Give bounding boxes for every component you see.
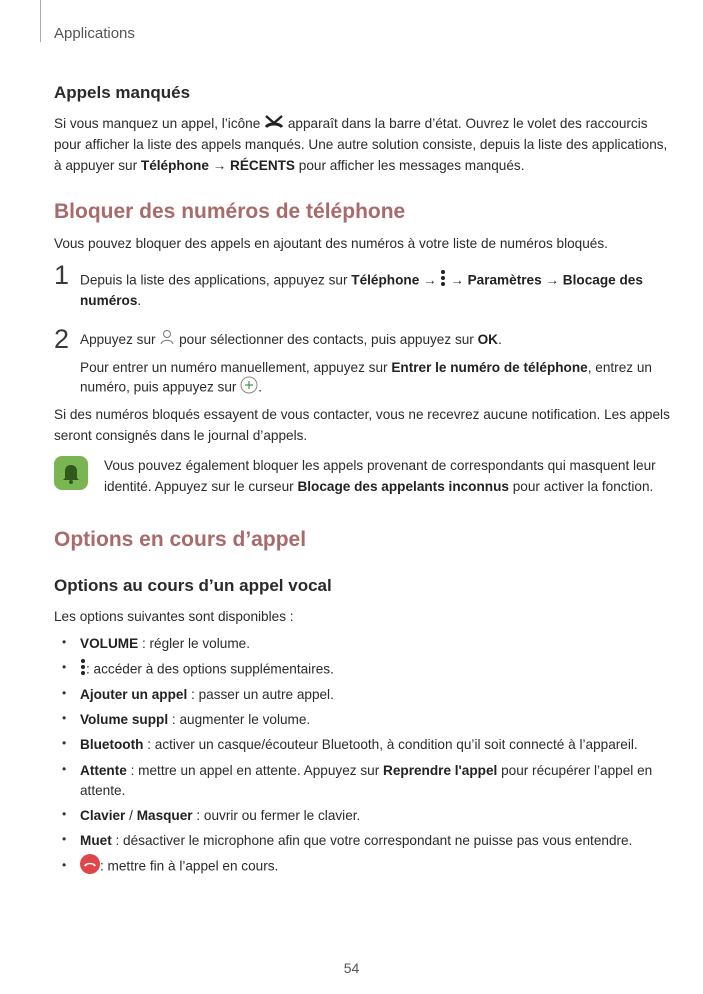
block-label: Blocage des bbox=[562, 272, 643, 288]
bullet: • bbox=[62, 711, 67, 725]
step-1-line2 bbox=[80, 290, 141, 311]
missed-call-icon bbox=[264, 113, 284, 135]
in-call-heading: Options en cours d’appel bbox=[54, 528, 307, 551]
keypad-label: Clavier bbox=[80, 808, 126, 823]
missed-calls-heading: Appels manqués bbox=[54, 83, 191, 102]
step-1-line1 bbox=[80, 269, 643, 293]
text: , entrez un bbox=[587, 360, 652, 375]
option-add-call bbox=[80, 684, 334, 705]
text: identité. Appuyez sur le curseur bbox=[104, 479, 294, 494]
bullet: • bbox=[62, 635, 67, 649]
bullet: • bbox=[62, 736, 67, 750]
option-bluetooth bbox=[80, 734, 638, 755]
option-hold bbox=[80, 760, 652, 781]
hold-label: Attente bbox=[80, 763, 127, 778]
voice-call-subheading: Options au cours d’un appel vocal bbox=[54, 576, 332, 595]
bullet: • bbox=[62, 858, 67, 872]
option-mute bbox=[80, 830, 632, 851]
text: Pour entrer un numéro manuellement, appuyez sur bbox=[80, 360, 388, 375]
separator: / bbox=[125, 808, 137, 823]
step-2-number: 2 bbox=[54, 324, 70, 354]
note-line1: Vous pouvez également bloquer les appels provenant de correspondants qui masquent leur bbox=[104, 458, 656, 473]
step-1-number: 1 bbox=[54, 260, 70, 290]
option-end-call bbox=[80, 854, 278, 880]
add-call-label: Ajouter un appel bbox=[80, 687, 188, 702]
unknown-callers-label: Blocage des appelants inconnus bbox=[297, 479, 509, 494]
bullet: • bbox=[62, 832, 67, 846]
text: : désactiver le microphone afin que votre correspondant ne puisse pas vous entendre. bbox=[115, 833, 633, 848]
missed-calls-line3 bbox=[54, 155, 524, 176]
recents-tab-label: RÉCENTS bbox=[230, 158, 296, 173]
step-2-line2 bbox=[80, 357, 652, 378]
missed-calls-line1 bbox=[54, 113, 648, 135]
bluetooth-label: Bluetooth bbox=[80, 737, 144, 752]
enter-number-label: Entrer le numéro de téléphone bbox=[391, 360, 588, 375]
page-number: 54 bbox=[343, 960, 360, 976]
phone-app-label: Téléphone bbox=[351, 272, 420, 288]
phone-app-label: Téléphone bbox=[140, 158, 209, 173]
arrow: → bbox=[545, 272, 560, 288]
arrow: → bbox=[450, 272, 464, 288]
bell-note-icon bbox=[54, 456, 88, 490]
text: pour sélectionner des contacts, puis appuyez sur bbox=[179, 332, 474, 347]
resume-call-label: Reprendre l'appel bbox=[383, 763, 498, 778]
bullet: • bbox=[62, 686, 67, 700]
option-more bbox=[80, 658, 334, 682]
text: . bbox=[137, 293, 142, 308]
section-header: Applications bbox=[54, 25, 135, 42]
text: Appuyez sur bbox=[80, 332, 156, 347]
header-rule bbox=[40, 0, 41, 42]
arrow: → bbox=[212, 158, 227, 173]
text: : accéder à des options supplémentaires. bbox=[86, 661, 334, 677]
block-outro-line2: seront consignés dans le journal d’appels. bbox=[54, 428, 308, 443]
block-numbers-intro: Vous pouvez bloquer des appels en ajoutant des numéros à votre liste de numéros bloqués. bbox=[54, 236, 608, 251]
end-call-icon bbox=[80, 854, 100, 880]
contact-icon bbox=[159, 329, 175, 351]
more-options-icon bbox=[440, 269, 446, 293]
missed-calls-line2: pour afficher la liste des appels manqués. Une autre solution consiste, depuis la liste des applications, bbox=[54, 137, 668, 152]
option-keypad bbox=[80, 805, 360, 826]
step-2-line3 bbox=[80, 376, 262, 400]
text: pour afficher les messages manqués. bbox=[298, 158, 525, 173]
option-extra-volume bbox=[80, 709, 310, 730]
block-outro-line1: Si des numéros bloqués essayent de vous contacter, vous ne recevrez aucune notification. Les appels bbox=[54, 407, 670, 422]
hide-label: Masquer bbox=[136, 808, 193, 823]
text: : ouvrir ou fermer le clavier. bbox=[196, 808, 361, 823]
ok-label: OK bbox=[477, 332, 498, 347]
volume-label: VOLUME bbox=[80, 636, 139, 651]
text: : augmenter le volume. bbox=[171, 712, 311, 727]
text: Depuis la liste des applications, appuyez sur bbox=[80, 272, 348, 288]
bullet: • bbox=[62, 807, 67, 821]
text: à appuyer sur bbox=[54, 158, 138, 173]
settings-label: Paramètres bbox=[467, 272, 542, 288]
option-volume bbox=[80, 633, 250, 654]
extra-volume-label: Volume suppl bbox=[80, 712, 169, 727]
numbers-label: numéros bbox=[80, 293, 138, 308]
mute-label: Muet bbox=[80, 833, 112, 848]
block-numbers-heading: Bloquer des numéros de téléphone bbox=[54, 200, 406, 223]
text: : passer un autre appel. bbox=[191, 687, 334, 702]
arrow: → bbox=[423, 272, 437, 288]
text: : mettre fin à l’appel en cours. bbox=[100, 858, 279, 874]
text: pour activer la fonction. bbox=[512, 479, 654, 494]
text: : activer un casque/écouteur Bluetooth, à condition qu’il soit connecté à l’appareil. bbox=[147, 737, 638, 752]
text: . bbox=[258, 379, 262, 395]
text: . bbox=[498, 332, 502, 347]
text: Si vous manquez un appel, l’icône bbox=[54, 116, 261, 131]
text: : régler le volume. bbox=[141, 636, 250, 651]
options-intro: Les options suivantes sont disponibles : bbox=[54, 609, 294, 624]
add-icon bbox=[240, 376, 258, 400]
option-hold-cont: attente. bbox=[80, 783, 126, 798]
text: : mettre un appel en attente. Appuyez sur bbox=[130, 763, 380, 778]
text: apparaît dans la barre d’état. Ouvrez le volet des raccourcis bbox=[287, 116, 648, 131]
text: pour récupérer l’appel en bbox=[501, 763, 653, 778]
bullet: • bbox=[62, 660, 67, 674]
note-line2 bbox=[104, 476, 653, 497]
step-2-line1 bbox=[80, 329, 502, 351]
text: numéro, puis appuyez sur bbox=[80, 379, 237, 395]
bullet: • bbox=[62, 762, 67, 776]
